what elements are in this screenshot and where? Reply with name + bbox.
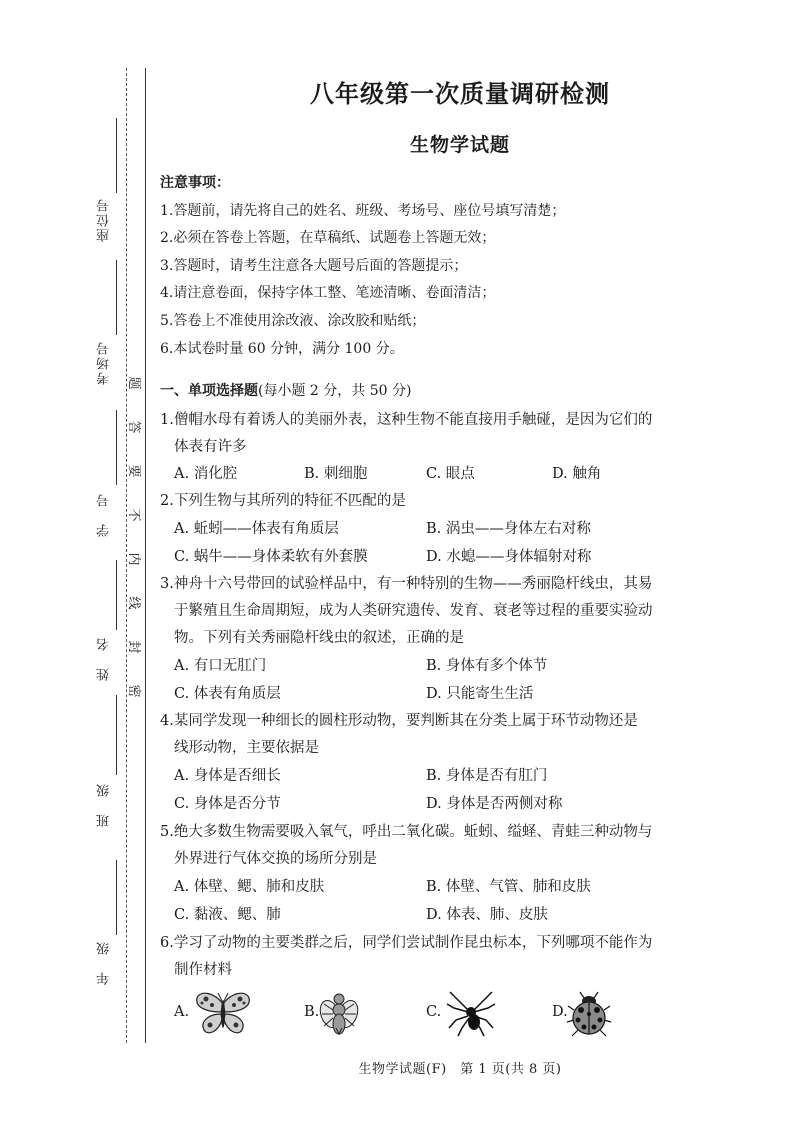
grade-label: 年 级	[97, 940, 112, 985]
option-a-label: A.	[174, 1004, 190, 1020]
exam-room-field-line[interactable]	[116, 260, 117, 335]
notice-heading: 注意事项：	[160, 175, 230, 191]
seal-char: 线	[128, 593, 142, 609]
option-c[interactable]	[426, 1004, 441, 1020]
question-3-line-2: 于繁殖且生命周期短，成为人类研究遗传、发育、衰老等过程的重要实验动	[174, 603, 653, 619]
option-c[interactable]: C. 黏液、鳃、肺	[174, 907, 281, 923]
seal-char: 封	[128, 637, 142, 653]
seal-char: 要	[128, 461, 142, 477]
notice-item: 6.本试卷时量 60 分钟，满分 100 分。	[160, 341, 404, 357]
spider-icon	[446, 990, 496, 1038]
option-b[interactable]: B. 涡虫——身体左右对称	[426, 521, 591, 537]
notice-item: 3.答题时，请考生注意各大题号后面的答题提示；	[160, 258, 468, 274]
seat-label: 座位号	[97, 197, 112, 242]
question-5-line-1: 5.绝大多数生物需要吸入氧气，呼出二氧化碳。蚯蚓、缢蛏、青蛙三种动物与	[160, 824, 653, 840]
question-2-line-1: 2.下列生物与其所列的特征不匹配的是	[160, 493, 406, 509]
seal-solid-line	[145, 68, 146, 1043]
seal-char: 密	[128, 681, 142, 697]
student-id-field-line[interactable]	[116, 410, 117, 485]
question-6-line-1: 6.学习了动物的主要类群之后，同学们尝试制作昆虫标本，下列哪项不能作为	[160, 935, 653, 951]
option-d[interactable]: D. 身体是否两侧对称	[426, 796, 563, 812]
section-header	[160, 381, 411, 401]
option-b[interactable]: B. 刺细胞	[304, 466, 368, 482]
option-b[interactable]	[304, 1004, 319, 1020]
section-note: (每小题 2 分，共 50 分)	[258, 383, 412, 399]
option-a[interactable]: A. 身体是否细长	[174, 768, 281, 784]
seal-char: 答	[128, 417, 142, 433]
notice-item: 2.必须在答卷上答题，在草稿纸、试题卷上答题无效；	[160, 230, 496, 246]
seal-dashed-line	[126, 68, 127, 1043]
question-4-line-1: 4.某同学发现一种细长的圆柱形动物，要判断其在分类上属于环节动物还是	[160, 713, 638, 729]
option-b[interactable]: B. 体壁、气管、肺和皮肤	[426, 879, 591, 895]
question-4-line-2: 线形动物，主要依据是	[174, 740, 319, 756]
question-6-line-2: 制作材料	[174, 962, 232, 978]
question-5-line-2: 外界进行气体交换的场所分别是	[174, 851, 377, 867]
option-a[interactable]	[174, 1004, 189, 1020]
seat-field-line[interactable]	[116, 118, 117, 193]
question-3-line-3: 物。下列有关秀丽隐杆线虫的叙述，正确的是	[174, 630, 464, 646]
butterfly-icon	[194, 990, 252, 1038]
notice-item: 4.请注意卷面，保持字体工整、笔迹清晰、卷面清洁；	[160, 285, 496, 301]
option-d[interactable]: D. 触角	[552, 466, 602, 482]
option-d-label: D.	[552, 1004, 568, 1020]
grade-field-line[interactable]	[116, 860, 117, 935]
student-id-label: 学 号	[97, 492, 112, 537]
option-c[interactable]: C. 眼点	[426, 466, 475, 482]
seal-char: 题	[128, 373, 142, 389]
class-field-line[interactable]	[116, 695, 117, 775]
option-b[interactable]: B. 身体有多个体节	[426, 658, 548, 674]
option-a[interactable]: A. 体壁、鳃、肺和皮肤	[174, 879, 325, 895]
option-d[interactable]: D. 体表、肺、皮肤	[426, 907, 548, 923]
option-b[interactable]: B. 身体是否有肛门	[426, 768, 548, 784]
question-1-line-2: 体表有许多	[174, 439, 247, 455]
option-c-label: C.	[426, 1004, 442, 1020]
name-field-line[interactable]	[116, 560, 117, 630]
seal-char: 内	[128, 549, 142, 565]
option-a[interactable]: A. 消化腔	[174, 466, 238, 482]
exam-room-label: 考场号	[97, 340, 112, 385]
option-d[interactable]: D. 只能寄生生活	[426, 686, 534, 702]
option-c[interactable]: C. 体表有角质层	[174, 686, 281, 702]
fly-icon	[318, 990, 360, 1038]
option-c[interactable]: C. 蜗牛——身体柔软有外套膜	[174, 549, 368, 565]
option-b-label: B.	[304, 1004, 320, 1020]
page-footer: 生物学试题(F) 第 1 页(共 8 页)	[358, 1062, 562, 1077]
class-label: 班 级	[97, 782, 112, 827]
section-title: 一、单项选择题	[160, 383, 258, 399]
page-title: 八年级第一次质量调研检测	[310, 79, 610, 108]
option-d[interactable]: D. 水螅——身体辐射对称	[426, 549, 592, 565]
notice-item: 1.答题前，请先将自己的姓名、班级、考场号、座位号填写清楚；	[160, 203, 566, 219]
ladybug-icon	[566, 990, 612, 1038]
name-label: 姓 名	[97, 636, 112, 681]
notice-item: 5.答卷上不准使用涂改液、涂改胶和贴纸；	[160, 313, 426, 329]
page-subtitle: 生物学试题	[409, 134, 510, 156]
option-a[interactable]: A. 蚯蚓——体表有角质层	[174, 521, 339, 537]
question-3-line-1: 3.神舟十六号带回的试验样品中，有一种特别的生物——秀丽隐杆线虫，其易	[160, 576, 653, 592]
option-c[interactable]: C. 身体是否分节	[174, 796, 281, 812]
question-1-line-1: 1.僧帽水母有着诱人的美丽外表，这种生物不能直接用手触碰，是因为它们的	[160, 412, 653, 428]
seal-char: 不	[128, 505, 142, 521]
option-a[interactable]: A. 有口无肛门	[174, 658, 267, 674]
